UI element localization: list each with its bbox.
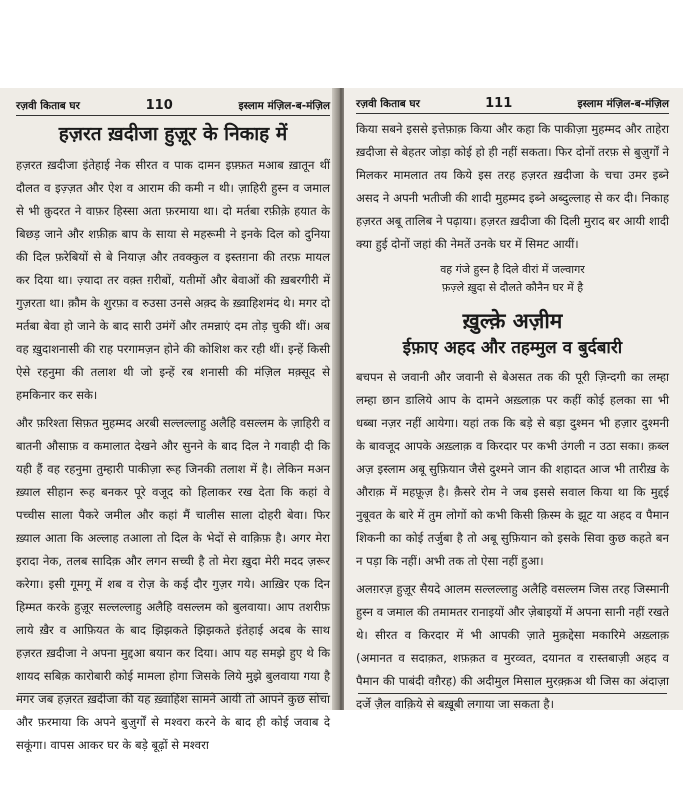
- paragraph: किया सबने इससे इत्तेफ़ाक़ किया और कहा कि पाकीज़ा मुहम्मद और ताहेरा ख़दीजा से बेहतर जोड़ा कोई हो ही नहीं सकता। फिर दोनों तरफ़ से बुज़ुर्गों ने मिलकर मामलात तय किये इस तरह हज़रत ख़दीजा के चचा उमर इब्ने असद ने अपनी भतीजी की शादी मुहम्मद इब्ने अब्दुल्लाह से कर दी। निकाह हज़रत अबू तालिब ने पढ़ाया। हज़रत ख़दीजा की दिली मुराद बर आयी शादी क्या हुई दोनों जहां की नेमतें उनके घर में सिमट आयीं।: [356, 122, 669, 251]
- page-header: [16, 98, 330, 116]
- section-subtitle: ईफ़ाए अहद और तहम्मुल व बुर्दबारी: [402, 338, 623, 358]
- verse-line: फ़ज़्ले ख़ुदा से दौलते कौनैन घर में है: [441, 281, 584, 294]
- chapter-title: हज़रत ख़दीजा हुज़ूर के निकाह में: [58, 123, 288, 145]
- footer-rule: [358, 693, 667, 694]
- left-page: [0, 88, 338, 752]
- page-header: [356, 96, 669, 114]
- right-page: [344, 88, 683, 710]
- paragraph: अलग़रज़ हुज़ूर सैयदे आलम सल्लल्लाहु अलैहि वसल्लम जिस तरह जिस्मानी हुस्न व जमाल की तमामतर रानाइयों और ज़ेबाइयों में अपना सानी नहीं रखते थे। सीरत व किरदार में भी आपकी ज़ाते मुक़द्देसा मकारिमे अख़्लाक़ (अमानत व सदाक़त, शफ़क़त व मुरव्वत, दयानत व रास्तबाज़ी अहद व पैमान की पाबंदी वग़ैरह) की अदीमुल मिसाल मुरक़्क़अ थी जिस का अंदाज़ा दर्जे ज़ैल वाक़िये से बख़ूबी लगाया जा सकता है।: [356, 582, 669, 711]
- page-number: 111: [485, 96, 513, 111]
- header-book-title: इस्लाम मंज़िल-ब-मंज़िल: [238, 100, 330, 112]
- header-book-title: इस्लाम मंज़िल-ब-मंज़िल: [577, 98, 669, 110]
- paragraph: हज़रत ख़दीजा इंतेहाई नेक सीरत व पाक दामन इफ़्फ़त मआब ख़ातून थीं दौलत व इज़्ज़त और ऐश व आराम की कमी न थी। ज़ाहिरी हुस्न व जमाल से भी क़ुदरत ने वाफ़र हिस्सा अता फ़रमाया था। दो मर्तबा रफ़ीक़े हयात के बिछड़ जाने और शफ़ीक़ बाप के साया से महरूमी ने इनके दिल को दुनिया की दिल फ़रेबियों से बे नियाज़ और तवक्कुल व इस्तग़ना की तरफ़ मायल कर दिया था। ज़्यादा तर वक़्त ग़रीबों, यतीमों और बेवाओं की ख़बरगीरी में गुज़रता था। क़ौम के शुरफ़ा व रुउसा उनसे अक़्द के ख़्वाहिशमंद थे। मगर दो मर्तबा बेवा हो जाने के बाद सारी उमंगें और तमन्नाएं दम तोड़ चुकी थीं। अब वह ख़ुदाशनासी की राह परगामज़न होने की कोशिश कर रही थीं। इन्हें किसी ऐसे रहनुमा की तलाश थी जो इन्हें रब शनासी की मंज़िल मक़्सूद से हमकिनार कर सके।: [16, 158, 330, 402]
- paragraph: और फ़रिश्ता सिफ़त मुहम्मद अरबी सल्लल्लाहु अलैहि वसल्लम के ज़ाहिरी व बातनी औसाफ़ व कमालात देखने और सुनने के बाद दिल ने गवाही दी कि यही हैं वह रहनुमा तुम्हारी पाकीज़ा रूह जिनकी तलाश में है। लेकिन मअन ख़्याल सीहान रूह बनकर पूरे वजूद को हिलाकर रख देता कि कहां वे पच्चीस साला पैकरे जमील और कहां मैं चालीस साला दोहरी बेवा। फिर ख़्याल आता कि अल्लाह तआला तो दिल के भेदों से वाक़िफ़ है। अगर मेरा इरादा नेक, तलब सादिक़ और लगन सच्ची है तो मेरा ख़ुदा मेरी मदद ज़रूर करेगा। इसी गूमगू में शब व रोज़ के कई दौर गुज़र गये। आख़िर एक दिन हिम्मत करके हुज़ूर सल्लल्लाहु अलैहि वसल्लम को बुलवाया। आप तशरीफ़ लाये ख़ैर व आफ़ियत के बाद झिझकते झिझकते इंतेहाई अदब के साथ हज़रत ख़दीजा ने अपना मुद्दआ बयान कर दिया। आप यह समझे हुए थे कि शायद सबिक़ कारोबारी कोई मामला होगा जिसके लिये मुझे बुलवाया गया है मगर जब हज़रत ख़दीजा की यह ख़्वाहिश सामने आयी तो आपने कुछ सोचा और फ़रमाया कि अपने बुज़ुर्गों से मश्वरा करने के बाद ही कोई जवाब दे सकूंगा। वापस आकर घर के बड़े बूढ़ों से मश्वरा: [16, 416, 330, 752]
- verse-line: वह गंजे हुस्न है दिले वीरां में जल्वागर: [440, 263, 585, 276]
- book-spread: [0, 88, 683, 752]
- header-publisher: रज़वी किताब घर: [356, 98, 420, 110]
- header-publisher: रज़वी किताब घर: [16, 100, 80, 112]
- verse-couplet: [356, 261, 669, 297]
- section-title: ख़ुल्क़े अज़ीम: [462, 309, 563, 333]
- paragraph: बचपन से जवानी और जवानी से बेअसत तक की पूरी ज़िन्दगी का लम्हा लम्हा छान डालिये आप के दामने अख़्लाक़ पर कहीं कोई हलका सा भी धब्बा नज़र नहीं आयेगा। यहां तक कि बड़े से बड़ा दुश्मन भी हज़ार दुश्मनी के बावजूद आपके अख़्लाक़ व किरदार पर कभी उंगली न उठा सका। क़ब्ल अज़ इस्लाम अबू सुफ़ियान जैसे दुश्मने जान की शहादत आज भी तारीख़ के औराक़ में महफ़ूज़ है। क़ैसरे रोम ने जब इससे सवाल किया था कि मुद्दई नुबूवत के बारे में तुम लोगों को कभी किसी क़िस्म के झूट या अहद व पैमान शिकनी का कोई तर्जुबा है तो अबू सुफ़ियान को इसके सिवा कुछ कहते बन न पड़ा कि नहीं। अभी तक तो ऐसा नहीं हुआ।: [356, 370, 669, 568]
- footer-rule: [18, 693, 328, 694]
- page-number: 110: [145, 98, 173, 113]
